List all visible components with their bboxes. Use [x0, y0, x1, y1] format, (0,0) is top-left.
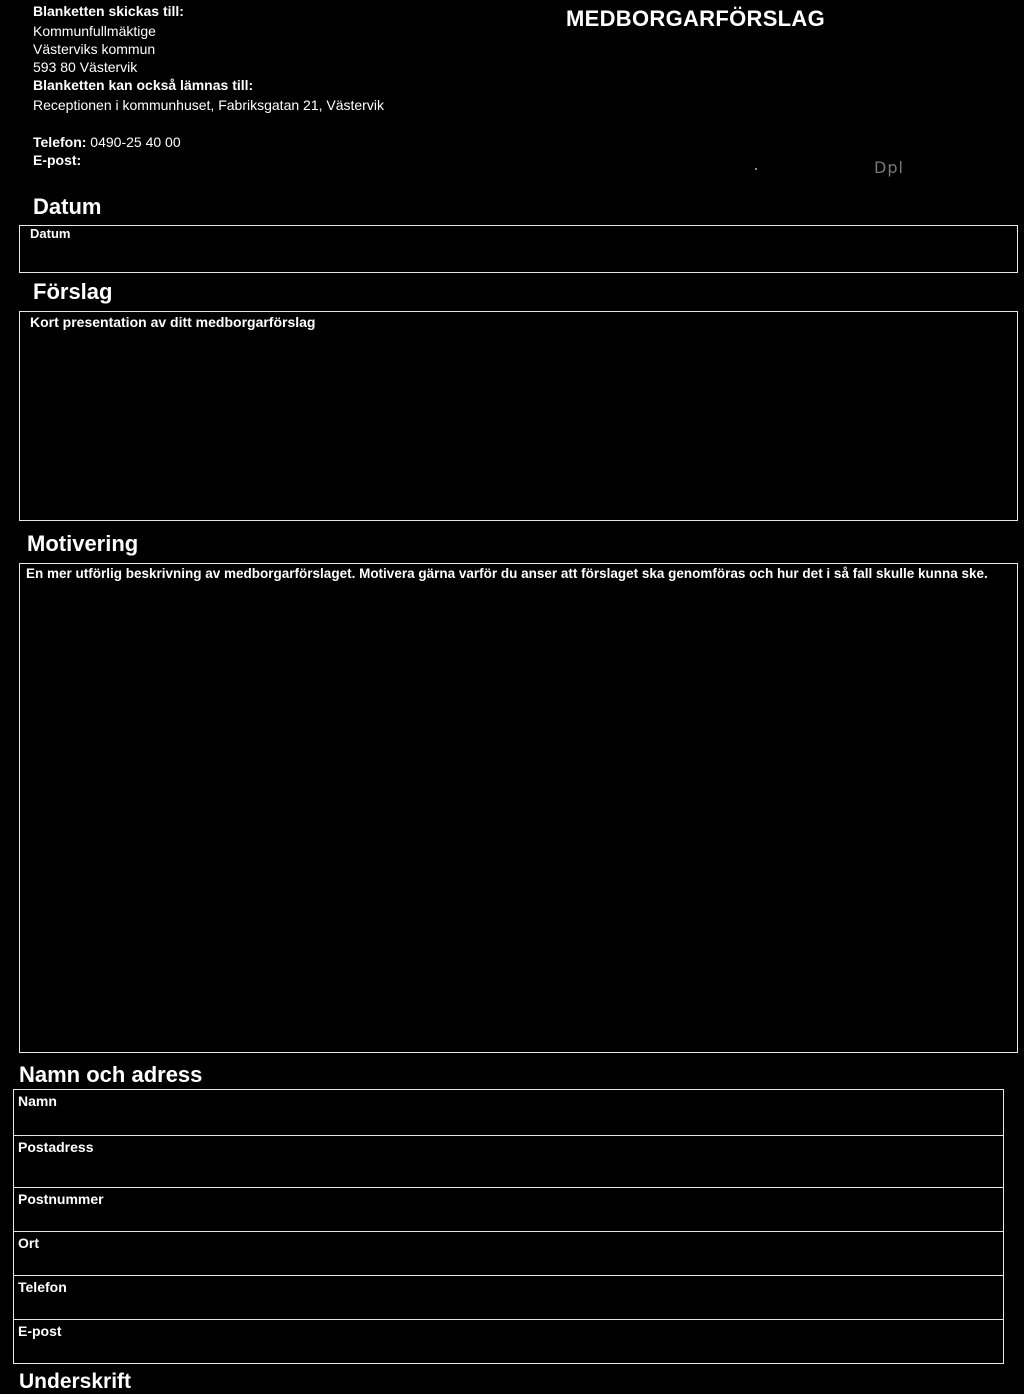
document-title: MEDBORGARFÖRSLAG	[566, 6, 826, 31]
city-label: Ort	[18, 1235, 39, 1251]
postal-code-row[interactable]	[14, 1188, 1003, 1232]
postal-address-label: Postadress	[18, 1139, 94, 1155]
postal-code-label: Postnummer	[18, 1191, 104, 1207]
registry-stamp: Dpl	[874, 158, 904, 177]
forslag-field[interactable]	[19, 311, 1018, 521]
phone-line	[33, 133, 181, 151]
section-heading-namn-adress: Namn och adress	[19, 1062, 203, 1087]
name-label: Namn	[18, 1093, 57, 1109]
email-field-label: E-post	[18, 1323, 62, 1339]
datum-field[interactable]	[19, 225, 1018, 273]
section-heading-motivering: Motivering	[27, 531, 139, 556]
scan-speck	[755, 168, 757, 170]
city-row[interactable]	[14, 1232, 1003, 1276]
municipality: Västerviks kommun	[33, 41, 156, 57]
motivering-field-label: En mer utförlig beskrivning av medborgarförslaget. Motivera gärna varför du anser att förslaget ska genomföras och hur det i så fall skulle kunna ske.	[26, 566, 988, 581]
also-submit-label: Blanketten kan också lämnas till:	[33, 77, 254, 93]
phone-field-label: Telefon	[18, 1279, 67, 1295]
datum-field-label: Datum	[30, 226, 71, 241]
recipient: Kommunfullmäktige	[33, 23, 156, 39]
phone-row[interactable]	[14, 1276, 1003, 1320]
phone-number: 0490-25 40 00	[90, 134, 181, 150]
email-label: E-post:	[33, 152, 82, 168]
name-address-table	[13, 1089, 1004, 1364]
email-row[interactable]	[14, 1320, 1003, 1365]
postal-address: 593 80 Västervik	[33, 59, 138, 75]
section-heading-datum: Datum	[33, 194, 102, 219]
section-heading-underskrift: Underskrift	[19, 1370, 132, 1393]
reception-address: Receptionen i kommunhuset, Fabriksgatan 21, Västervik	[33, 97, 384, 113]
forslag-field-label: Kort presentation av ditt medborgarförslag	[30, 314, 316, 330]
postal-address-row[interactable]	[14, 1136, 1003, 1188]
name-row[interactable]	[14, 1090, 1003, 1136]
motivering-field[interactable]	[19, 563, 1018, 1053]
phone-label: Telefon:	[33, 134, 87, 150]
section-heading-forslag: Förslag	[33, 279, 113, 304]
send-to-label: Blanketten skickas till:	[33, 3, 184, 19]
